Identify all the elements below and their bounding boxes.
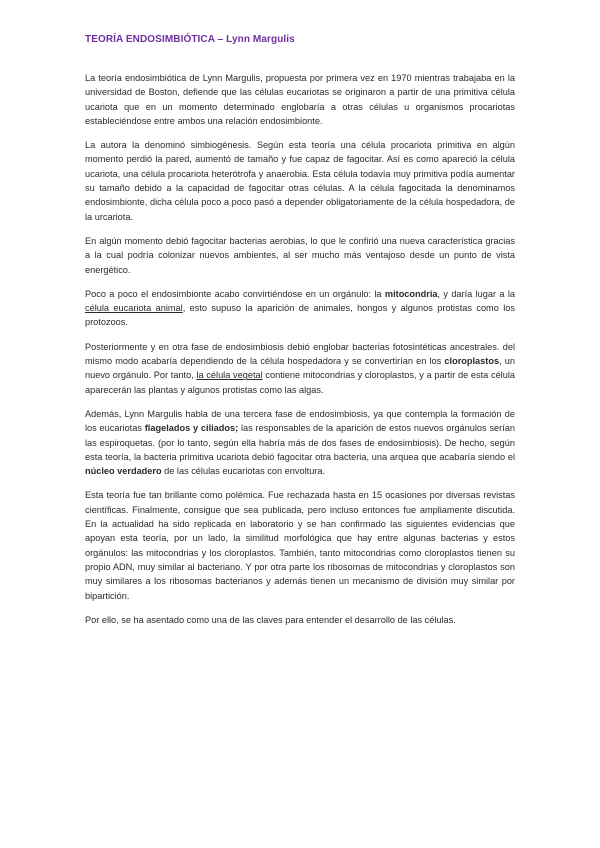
p4-text-c: , y daría lugar a la — [437, 288, 516, 299]
p6-bold-nucleo: núcleo verdadero — [85, 466, 162, 477]
paragraph-8: Por ello, se ha asentado como una de las claves para entender el desarrollo de las células. — [85, 614, 456, 625]
paragraph-1: La teoría endosimbiótica de Lynn Margulis, propuesta por primera vez en 1970 mientras trabajaba en la universidad de Boston, defiende que las células eucariotas se originaron a partir de una primitiva célula ucariota que en un momento determinado englobaría a otras células u organismos procariotas estableciéndose entre ambos una relación endosimbionte. — [85, 73, 515, 126]
p5-underline-celula-vegetal: la célula vegetal — [196, 370, 263, 381]
document-title: TEORÍA ENDOSIMBIÓTICA – Lynn Margulis — [85, 34, 295, 45]
p4-text-e: , esto supuso la aparición de animales, hongos y algunos protistas como los protozoos. — [85, 303, 515, 328]
paragraph-7: Esta teoría fue tan brillante como polémica. Fue rechazada hasta en 15 ocasiones por diversas revistas científicas. Finalmente, consigue que sea publicada, pero incluso entonces fue ampliamente discutida. En la actualidad ha sido replicada en laboratorio y se han confirmado las siguientes evidencias que apoyan esta teoría, por un lado, la similitud morfológica que hay entre algunas bacterias y estos orgánulos: las mitocondrias y los cloroplastos. También, tanto mitocondrias como cloroplastos tienen su propio ADN, muy similar al bacteriano. Y por otra parte los ribosomas de mitocondrias y cloroplastos son muy similares a los ribosomas bacterianos y además tienen un mecanismo de división muy similar por bipartición. — [85, 490, 515, 601]
paragraph-5 — [85, 340, 515, 397]
p4-text-a: Poco a poco el endosimbionte acabo convirtiéndose en un orgánulo: la — [85, 288, 385, 299]
p6-text-e: de las células eucariotas con envoltura. — [161, 466, 326, 477]
paragraph-3: En algún momento debió fagocitar bacterias aerobias, lo que le confirió una nueva característica gracias a la cual podría colonizar nuevos ambientes, al ser mucho más ventajoso desde un punto de vista energético. — [85, 235, 515, 275]
p5-bold-cloroplastos: cloroplastos — [444, 356, 500, 367]
p5-text-a: Posteriormente y en otra fase de endosimbiosis debió englobar bacterias fotosintéticas ancestrales. del mismo modo acabaría dependiendo de la célula hospedadora y se convertirían en los — [85, 341, 515, 367]
p4-bold-mitocondria: mitocondria — [384, 288, 438, 299]
p6-text-c: las responsables de la aparición de estos nuevos orgánulos serían las espiroquetas. (por lo tanto, según ella habría más de dos fases de endosimbiosis). De hecho, según esta teoría, la bacteria primitiva ucariota debió fagocitar otra bacteria, una arquea que acabaría siendo el — [85, 423, 515, 462]
p6-bold-flagelados: flagelados y ciliados; — [144, 423, 239, 434]
paragraph-2: La autora la denominó simbiogénesis. Según esta teoría una célula procariota primitiva en algún momento perdió la pared, aumentó de tamaño y fue capaz de fagocitar. Así es como apareció la célula ucariota, una célula procariota heterótrofa y anaerobia. Esta célula todavía muy primitiva podía aumentar su tamaño debido a la capacidad de fagocitar otras células. A la célula fagocitada la denominamos endosimbionte, dicha célula poco a poco pasó a depender obligatoriamente de la célula hospedadora, de la urcariota. — [85, 140, 515, 222]
p5-text-c: , un nuevo orgánulo. Por tanto, — [85, 356, 516, 381]
p5-text-e: contiene mitocondrias y cloroplastos, y a partir de esta célula aparecerán las plantas y algunos protistas como las algas. — [85, 370, 515, 395]
p4-underline-celula-animal: célula eucariota animal — [85, 303, 183, 314]
p6-text-a: Además, Lynn Margulis habla de una tercera fase de endosimbiosis, ya que contempla la formación de los eucariotas — [85, 408, 515, 434]
paragraph-4 — [85, 287, 515, 330]
paragraph-6 — [85, 407, 515, 478]
